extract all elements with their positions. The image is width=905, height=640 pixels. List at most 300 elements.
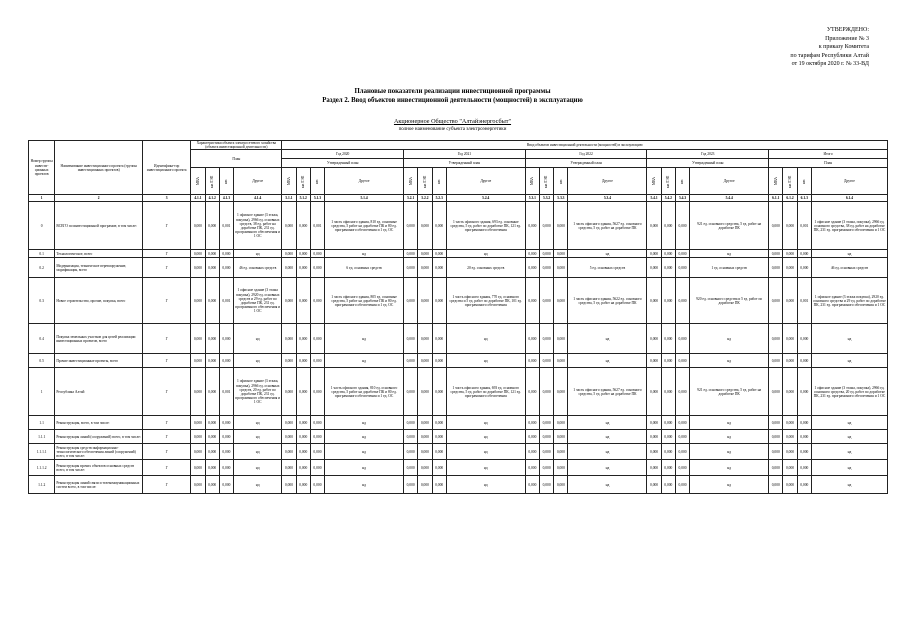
value-cell: 0,000 [310, 430, 324, 444]
unit-header: Другое [568, 168, 647, 195]
column-number: 5.3.4 [568, 195, 647, 202]
row-identifier: Г [143, 476, 191, 494]
value-cell: 0,000 [554, 476, 568, 494]
value-cell: 0,000 [647, 324, 661, 354]
value-cell: 0,000 [296, 354, 310, 368]
value-cell: 0,000 [310, 444, 324, 460]
description-cell: 46 ед. основных средств [811, 258, 887, 278]
value-cell: 0,000 [432, 258, 446, 278]
value-cell: 0,000 [647, 368, 661, 416]
header-name: Наименование инвестиционного проекта (группы инвестиционных проектов) [55, 141, 143, 195]
value-cell: 0,000 [783, 430, 797, 444]
column-number: 5.4.2 [661, 195, 675, 202]
value-cell: 0,000 [191, 278, 205, 324]
description-cell: 1 ед. основных средств [690, 258, 769, 278]
value-cell: 0,000 [219, 258, 233, 278]
description-cell: нд [811, 416, 887, 430]
value-cell: 0,000 [191, 354, 205, 368]
value-cell: 0,000 [282, 460, 296, 476]
value-cell: 0,000 [661, 324, 675, 354]
value-cell: 0,000 [539, 444, 553, 460]
table-row [29, 476, 888, 494]
value-cell: 0,000 [539, 460, 553, 476]
description-cell: 1 часть офисного здания, 805 ед. основные средства, 5 работ на доработке ПК и 80 ед. программного обеспечения и 1 ед. ОС [325, 278, 404, 324]
row-identifier: Г [143, 258, 191, 278]
unit-header: км ЛЭП [539, 168, 553, 195]
value-cell: 0,000 [404, 476, 418, 494]
value-cell: 0,000 [783, 368, 797, 416]
column-number: 5.1.2 [296, 195, 310, 202]
value-cell: 0,000 [525, 202, 539, 250]
value-cell: 0,000 [525, 430, 539, 444]
value-cell: 0,000 [205, 444, 219, 460]
value-cell: 0,000 [404, 460, 418, 476]
description-cell: 46 ед. основных средств [234, 258, 282, 278]
description-cell: нд [811, 460, 887, 476]
value-cell: 0,000 [418, 250, 432, 258]
unit-header: Другое [446, 168, 525, 195]
value-cell: 0,000 [554, 444, 568, 460]
row-number: 0.1 [29, 250, 55, 258]
value-cell: 0,000 [296, 250, 310, 258]
value-cell: 0,000 [432, 444, 446, 460]
value-cell: 0,000 [404, 258, 418, 278]
header-year-2021: Год 2021 [404, 150, 526, 159]
row-number: 0.2 [29, 258, 55, 278]
document-title [0, 88, 905, 105]
value-cell: 0,000 [282, 258, 296, 278]
row-identifier: Г [143, 202, 191, 250]
value-cell: 0,000 [418, 278, 432, 324]
description-cell: нд [446, 476, 525, 494]
row-number: 0.4 [29, 324, 55, 354]
description-cell: нд [568, 416, 647, 430]
value-cell: 0,001 [219, 368, 233, 416]
row-name: Республика Алтай [55, 368, 143, 416]
row-name: Реконструкция линий (сооружений) всего, в том числе: [55, 430, 143, 444]
value-cell: 0,000 [191, 416, 205, 430]
description-cell: нд [811, 324, 887, 354]
value-cell: 0,000 [432, 278, 446, 324]
value-cell: 0,000 [769, 476, 783, 494]
value-cell: 0,000 [647, 416, 661, 430]
description-cell: нд [234, 324, 282, 354]
description-cell: 1 часть офисного здания, 5627 ед. основного средства, 5 ед. работ на доработке ПК [568, 202, 647, 250]
value-cell: 0,000 [675, 430, 689, 444]
value-cell: 0,000 [191, 476, 205, 494]
value-cell: 0,000 [404, 416, 418, 430]
value-cell: 0,000 [310, 324, 324, 354]
unit-header: шт. [675, 168, 689, 195]
description-cell: нд [690, 354, 769, 368]
description-cell: нд [568, 476, 647, 494]
value-cell: 0,000 [219, 444, 233, 460]
value-cell: 0,000 [797, 250, 811, 258]
unit-header: МВА [525, 168, 539, 195]
value-cell: 0,000 [554, 354, 568, 368]
unit-header: шт. [797, 168, 811, 195]
description-cell: нд [690, 476, 769, 494]
unit-header: МВА [191, 168, 205, 195]
description-cell: нд [446, 354, 525, 368]
description-cell: нд [568, 460, 647, 476]
column-number: 5.2.3 [432, 195, 446, 202]
column-number: 5.3.2 [539, 195, 553, 202]
value-cell: 0,000 [661, 258, 675, 278]
column-number: 5.1.3 [310, 195, 324, 202]
value-cell: 0,000 [647, 258, 661, 278]
value-cell: 0,000 [404, 368, 418, 416]
description-cell: нд [690, 444, 769, 460]
header-year-2023: Год 2023 [647, 150, 769, 159]
description-cell: 1 часть офисного здания, 5622 ед. основного средства, 5 ед. работ на доработке ПК [568, 278, 647, 324]
value-cell: 0,000 [539, 202, 553, 250]
description-cell: 1 часть офисного здания, 693 ед. основного средства, 5 ед. работ по доработке ПК, 121 ед. программного обеспечения [446, 368, 525, 416]
value-cell: 0,000 [282, 250, 296, 258]
row-number: 1.1.2 [29, 476, 55, 494]
value-cell: 0,000 [282, 416, 296, 430]
value-cell: 0,000 [769, 202, 783, 250]
value-cell: 0,000 [205, 416, 219, 430]
description-cell: нд [568, 354, 647, 368]
value-cell: 0,000 [205, 278, 219, 324]
description-cell: нд [446, 250, 525, 258]
value-cell: 0,000 [310, 250, 324, 258]
unit-header: шт. [310, 168, 324, 195]
row-name: Прочие инвестиционные проекты, всего [55, 354, 143, 368]
row-identifier: Г [143, 324, 191, 354]
description-cell: 1 офисное здание (3 этажа покупка), 2920 ед. основного средства и 29 ед. работ по доработке ПК, 231 ед. программного обеспечения и 1 ОС [811, 278, 887, 324]
value-cell: 0,000 [296, 278, 310, 324]
column-number: 5.3.1 [525, 195, 539, 202]
column-number: 5.4.1 [647, 195, 661, 202]
value-cell: 0,000 [191, 202, 205, 250]
column-number: 5.4.4 [690, 195, 769, 202]
approval-line: Приложение № 3 [825, 35, 869, 42]
value-cell: 0,000 [418, 324, 432, 354]
value-cell: 0,000 [191, 430, 205, 444]
value-cell: 0,000 [797, 430, 811, 444]
description-cell: нд [568, 430, 647, 444]
value-cell: 0,000 [191, 250, 205, 258]
row-number: 1.1.1.2 [29, 460, 55, 476]
value-cell: 0,000 [769, 430, 783, 444]
value-cell: 0,000 [783, 444, 797, 460]
value-cell: 0,000 [418, 430, 432, 444]
column-number: 5.2.2 [418, 195, 432, 202]
value-cell: 0,000 [191, 368, 205, 416]
row-identifier: Г [143, 430, 191, 444]
value-cell: 0,000 [647, 476, 661, 494]
value-cell: 0,000 [675, 250, 689, 258]
description-cell: 5 ед. основных средств [568, 258, 647, 278]
value-cell: 0,000 [205, 324, 219, 354]
value-cell: 0,000 [296, 430, 310, 444]
value-cell: 0,000 [661, 278, 675, 324]
description-cell: нд [325, 444, 404, 460]
unit-header: МВА [404, 168, 418, 195]
column-number: 4.1.2 [205, 195, 219, 202]
value-cell: 0,000 [404, 324, 418, 354]
value-cell: 0,000 [432, 416, 446, 430]
unit-header: Другое [325, 168, 404, 195]
value-cell: 0,000 [797, 324, 811, 354]
table-row [29, 202, 888, 250]
row-name: Технологическое, всего [55, 250, 143, 258]
organization-caption: полное наименование субъекта электроэнергетики [398, 127, 507, 132]
value-cell: 0,000 [418, 202, 432, 250]
value-cell: 0,000 [418, 460, 432, 476]
value-cell: 0,000 [525, 258, 539, 278]
value-cell: 0,000 [647, 250, 661, 258]
value-cell: 0,000 [191, 444, 205, 460]
column-number: 6.1.4 [811, 195, 887, 202]
value-cell: 0,000 [539, 278, 553, 324]
value-cell: 0,000 [525, 444, 539, 460]
row-identifier: Г [143, 278, 191, 324]
value-cell: 0,000 [783, 460, 797, 476]
value-cell: 0,000 [661, 444, 675, 460]
value-cell: 0,000 [219, 324, 233, 354]
value-cell: 0,000 [675, 476, 689, 494]
unit-header: Другое [234, 168, 282, 195]
value-cell: 0,000 [432, 202, 446, 250]
value-cell: 0,000 [432, 460, 446, 476]
header-approved-2020: Утвержденный план [282, 159, 404, 168]
description-cell: нд [568, 324, 647, 354]
value-cell: 0,000 [219, 354, 233, 368]
value-cell: 0,000 [205, 354, 219, 368]
description-cell: нд [446, 324, 525, 354]
value-cell: 0,000 [783, 278, 797, 324]
value-cell: 0,000 [661, 250, 675, 258]
value-cell: 0,000 [769, 416, 783, 430]
description-cell: 1 офисное здание (3 этажа, покупка), 2966 ед. основных средств, 20 ед. работ по доработке ПК, 231 ед. программного обеспечения и 1 ОС [234, 368, 282, 416]
description-cell: нд [234, 416, 282, 430]
value-cell: 0,000 [296, 202, 310, 250]
header-characteristics: Характеристики объекта электросетевого хозяйства (объекта инвестиционной деятельности) [191, 141, 282, 150]
column-number: 2 [55, 195, 143, 202]
description-cell: нд [325, 416, 404, 430]
value-cell: 0,000 [282, 444, 296, 460]
value-cell: 0,000 [191, 258, 205, 278]
description-cell: нд [234, 476, 282, 494]
row-name: Реконструкция, всего, в том числе: [55, 416, 143, 430]
value-cell: 0,001 [310, 202, 324, 250]
description-cell: нд [234, 460, 282, 476]
value-cell: 0,000 [404, 202, 418, 250]
value-cell: 0,000 [525, 324, 539, 354]
description-cell: 920 ед. основного средства и 5 ед. работ по доработке ПК [690, 278, 769, 324]
value-cell: 0,000 [675, 416, 689, 430]
value-cell: 0,000 [769, 250, 783, 258]
unit-header: км ЛЭП [783, 168, 797, 195]
value-cell: 0,000 [432, 354, 446, 368]
description-cell: нд [234, 250, 282, 258]
value-cell: 0,000 [661, 460, 675, 476]
value-cell: 0,000 [647, 430, 661, 444]
row-number: 0.5 [29, 354, 55, 368]
description-cell: нд [446, 430, 525, 444]
value-cell: 0,000 [783, 258, 797, 278]
value-cell: 0,000 [797, 444, 811, 460]
row-name: Реконструкция прочих объектов основных средств всего, в том числе: [55, 460, 143, 476]
description-cell: 1 часть офисного здания, 810 ед. основные средства, 5 работ на доработке ПК и 80 ед. программного обеспечения и 1 ед. ОС [325, 202, 404, 250]
approval-block [790, 26, 869, 69]
description-cell: нд [811, 476, 887, 494]
value-cell: 0,000 [282, 354, 296, 368]
value-cell: 0,000 [219, 430, 233, 444]
value-cell: 0,000 [418, 368, 432, 416]
value-cell: 0,000 [432, 368, 446, 416]
header-input-group: Ввод объектов инвестиционной деятельности (мощностей) в эксплуатацию [282, 141, 888, 150]
row-number: 1 [29, 368, 55, 416]
value-cell: 0,000 [539, 324, 553, 354]
value-cell: 0,000 [525, 476, 539, 494]
organization-name: Акционерное Общество "Алтайэнергосбыт" [393, 118, 512, 125]
header-approved-2023: Утвержденный план [647, 159, 769, 168]
description-cell: нд [234, 430, 282, 444]
description-cell: нд [811, 444, 887, 460]
value-cell: 0,001 [219, 202, 233, 250]
description-cell: 20 ед. основных средств [446, 258, 525, 278]
value-cell: 0,000 [525, 368, 539, 416]
column-number: 4.1.4 [234, 195, 282, 202]
value-cell: 0,000 [282, 278, 296, 324]
value-cell: 0,000 [404, 430, 418, 444]
value-cell: 0,000 [554, 258, 568, 278]
unit-header: шт. [219, 168, 233, 195]
column-number: 3 [143, 195, 191, 202]
description-cell: 1 часть офисного здания, 5627 ед. основного средства, 5 ед. работ на доработке ПК [568, 368, 647, 416]
value-cell: 0,000 [539, 430, 553, 444]
row-identifier: Г [143, 444, 191, 460]
value-cell: 0,000 [525, 354, 539, 368]
description-cell: нд [325, 250, 404, 258]
value-cell: 0,000 [661, 354, 675, 368]
column-number: 5.2.4 [446, 195, 525, 202]
description-cell: 1 часть офисного здания, 693 ед. основные средства, 5 ед. работ по доработке ПК, 121 ед. программного обеспечения [446, 202, 525, 250]
value-cell: 0,000 [661, 416, 675, 430]
header-plan-total: План [769, 159, 888, 168]
value-cell: 0,000 [432, 250, 446, 258]
value-cell: 0,000 [205, 460, 219, 476]
description-cell: нд [325, 476, 404, 494]
value-cell: 0,000 [539, 476, 553, 494]
description-cell: нд [568, 444, 647, 460]
row-name: Модернизация, техническое перевооружение, модификация, всего [55, 258, 143, 278]
row-name: ВСЕГО по инвестиционной программе, в том числе: [55, 202, 143, 250]
row-number: 0.3 [29, 278, 55, 324]
value-cell: 0,000 [404, 354, 418, 368]
description-cell: нд [690, 250, 769, 258]
value-cell: 0,000 [661, 430, 675, 444]
value-cell: 0,000 [647, 354, 661, 368]
unit-header: км ЛЭП [418, 168, 432, 195]
value-cell: 0,000 [296, 324, 310, 354]
description-cell: нд [234, 354, 282, 368]
value-cell: 0,000 [783, 354, 797, 368]
value-cell: 0,000 [769, 354, 783, 368]
row-identifier: Г [143, 250, 191, 258]
value-cell: 0,000 [647, 460, 661, 476]
unit-header: шт. [432, 168, 446, 195]
value-cell: 0,000 [797, 258, 811, 278]
value-cell: 0,000 [539, 368, 553, 416]
description-cell: 1 офисное здание (3 этажа, покупка), 2966 ед. основного средства, 20 ед. работ по доработке ПК, 231 ед. программного обеспечения и 1 ОС [811, 368, 887, 416]
row-name: Реконструкция средств информационно-технологического обеспечения линий (сооружений) всего, в том числе: [55, 444, 143, 460]
description-cell: нд [811, 354, 887, 368]
description-cell: нд [811, 250, 887, 258]
row-number: 1.1.1 [29, 430, 55, 444]
value-cell: 0,000 [191, 460, 205, 476]
unit-header: км ЛЭП [661, 168, 675, 195]
description-cell: нд [234, 444, 282, 460]
row-name: Реконструкция линий связи и телекоммуникационных систем всего, в том числе: [55, 476, 143, 494]
header-total: Итого [769, 150, 888, 159]
value-cell: 0,001 [219, 278, 233, 324]
value-cell: 0,000 [797, 476, 811, 494]
approval-line: УТВЕРЖДЕНО: [826, 27, 869, 33]
description-cell: нд [446, 444, 525, 460]
value-cell: 0,000 [554, 368, 568, 416]
value-cell: 0,000 [769, 444, 783, 460]
value-cell: 0,000 [769, 460, 783, 476]
column-number: 5.3.3 [554, 195, 568, 202]
value-cell: 0,000 [539, 416, 553, 430]
description-cell: нд [690, 324, 769, 354]
value-cell: 0,000 [310, 368, 324, 416]
value-cell: 0,000 [310, 476, 324, 494]
value-cell: 0,000 [539, 250, 553, 258]
value-cell: 0,000 [675, 324, 689, 354]
unit-header: МВА [769, 168, 783, 195]
header-plan: План [191, 150, 282, 168]
value-cell: 0,000 [418, 258, 432, 278]
value-cell: 0,000 [539, 354, 553, 368]
value-cell: 0,000 [282, 476, 296, 494]
value-cell: 0,000 [675, 444, 689, 460]
value-cell: 0,000 [432, 430, 446, 444]
unit-header: МВА [647, 168, 661, 195]
table-row [29, 430, 888, 444]
value-cell: 0,000 [310, 354, 324, 368]
description-cell: 1 часть офисного здания, 770 ед. основного средства и 5 ед. работ по доработке ПК, 101 ед. программного обеспечения [446, 278, 525, 324]
value-cell: 0,000 [296, 444, 310, 460]
row-number: 1.1 [29, 416, 55, 430]
description-cell: 1 часть офисного здания, 810 ед. основного средства, 5 работ на доработке ПК и 80 ед. программного обеспечения и 1 ед. ОС [325, 368, 404, 416]
value-cell: 0,000 [797, 460, 811, 476]
table-row [29, 258, 888, 278]
description-cell: 921 ед. основного средства, 5 ед. работ на доработке ПК [690, 368, 769, 416]
column-number: 6.1.3 [797, 195, 811, 202]
value-cell: 0,000 [418, 476, 432, 494]
value-cell: 0,000 [554, 324, 568, 354]
value-cell: 0,000 [783, 416, 797, 430]
table-row [29, 278, 888, 324]
column-number: 5.1.1 [282, 195, 296, 202]
row-number: 0 [29, 202, 55, 250]
table-row [29, 444, 888, 460]
value-cell: 0,000 [219, 460, 233, 476]
value-cell: 0,000 [432, 324, 446, 354]
value-cell: 0,000 [404, 444, 418, 460]
value-cell: 0,000 [282, 202, 296, 250]
header-year-2020: Год 2020 [282, 150, 404, 159]
description-cell: нд [568, 250, 647, 258]
column-number: 4.1.3 [219, 195, 233, 202]
value-cell: 0,000 [783, 476, 797, 494]
